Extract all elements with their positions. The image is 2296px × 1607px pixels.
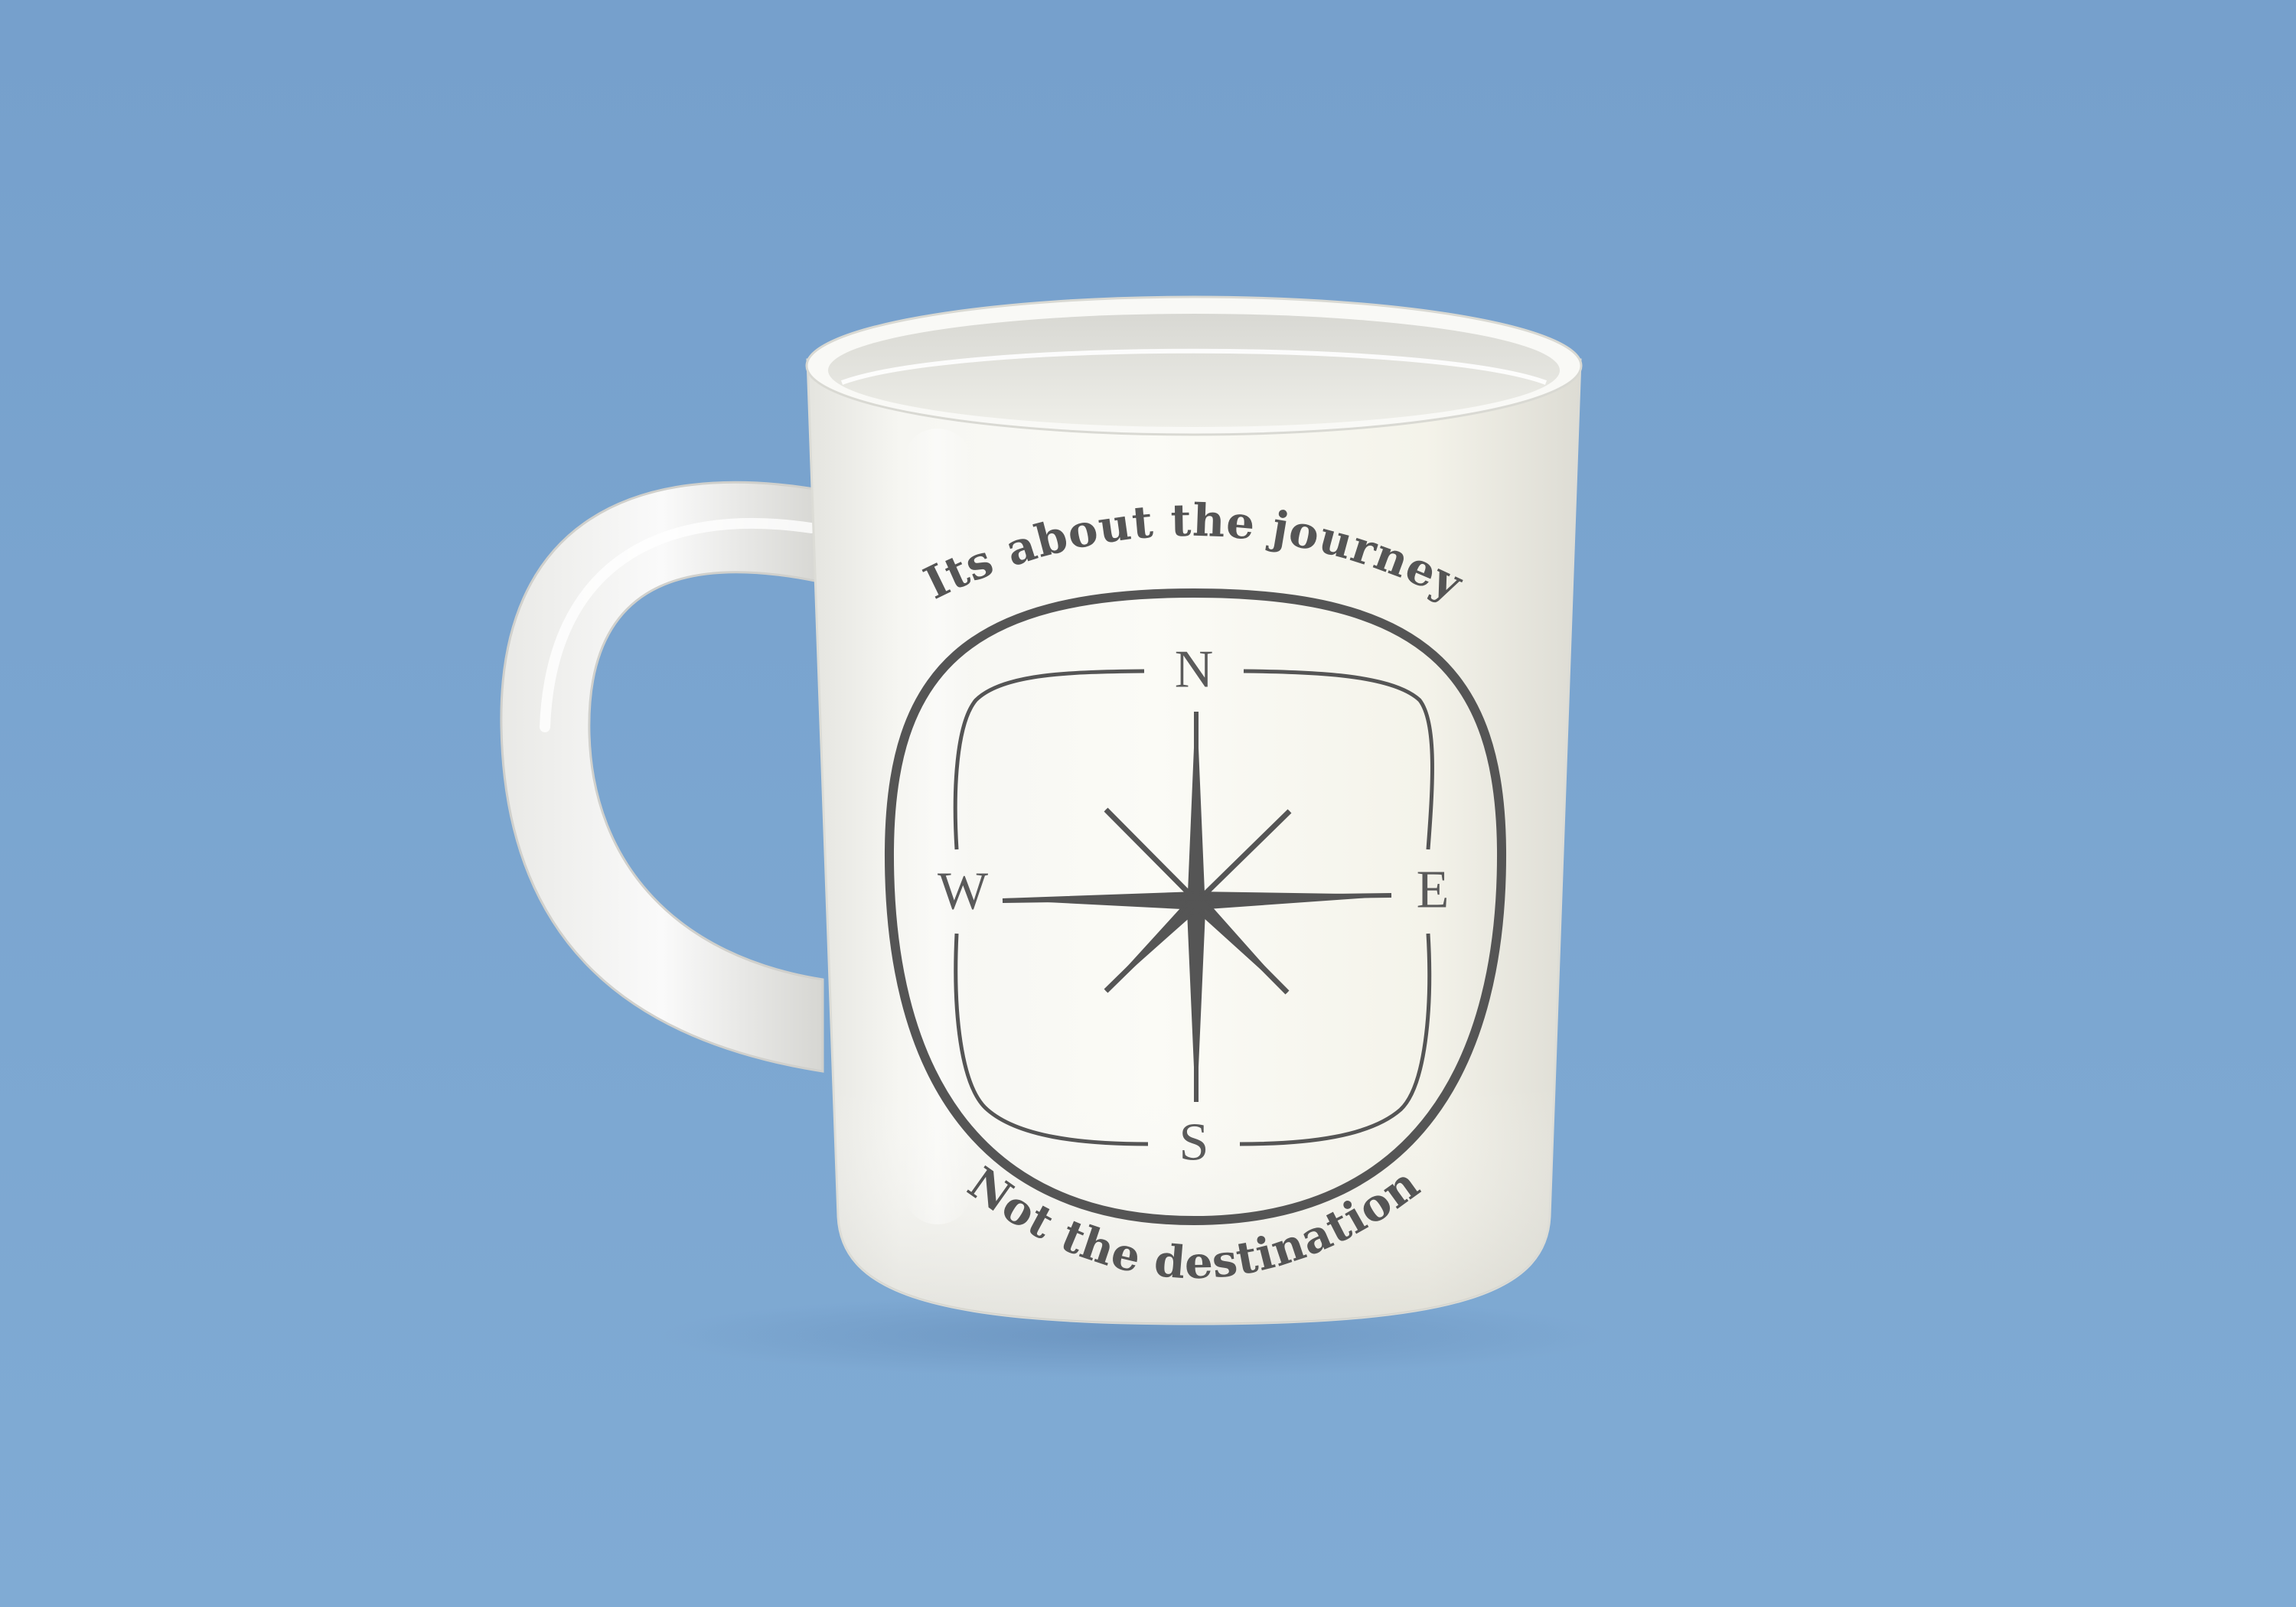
compass-south-label: S [1179,1113,1209,1172]
compass-west-label: W [937,862,989,921]
mug-rim [807,297,1581,435]
compass-north-label: N [1174,640,1214,699]
bottom-slogan-text: Not the destination [958,1156,1430,1289]
top-slogan-text: Its about the journey [915,494,1471,611]
compass-east-label: E [1416,860,1450,920]
